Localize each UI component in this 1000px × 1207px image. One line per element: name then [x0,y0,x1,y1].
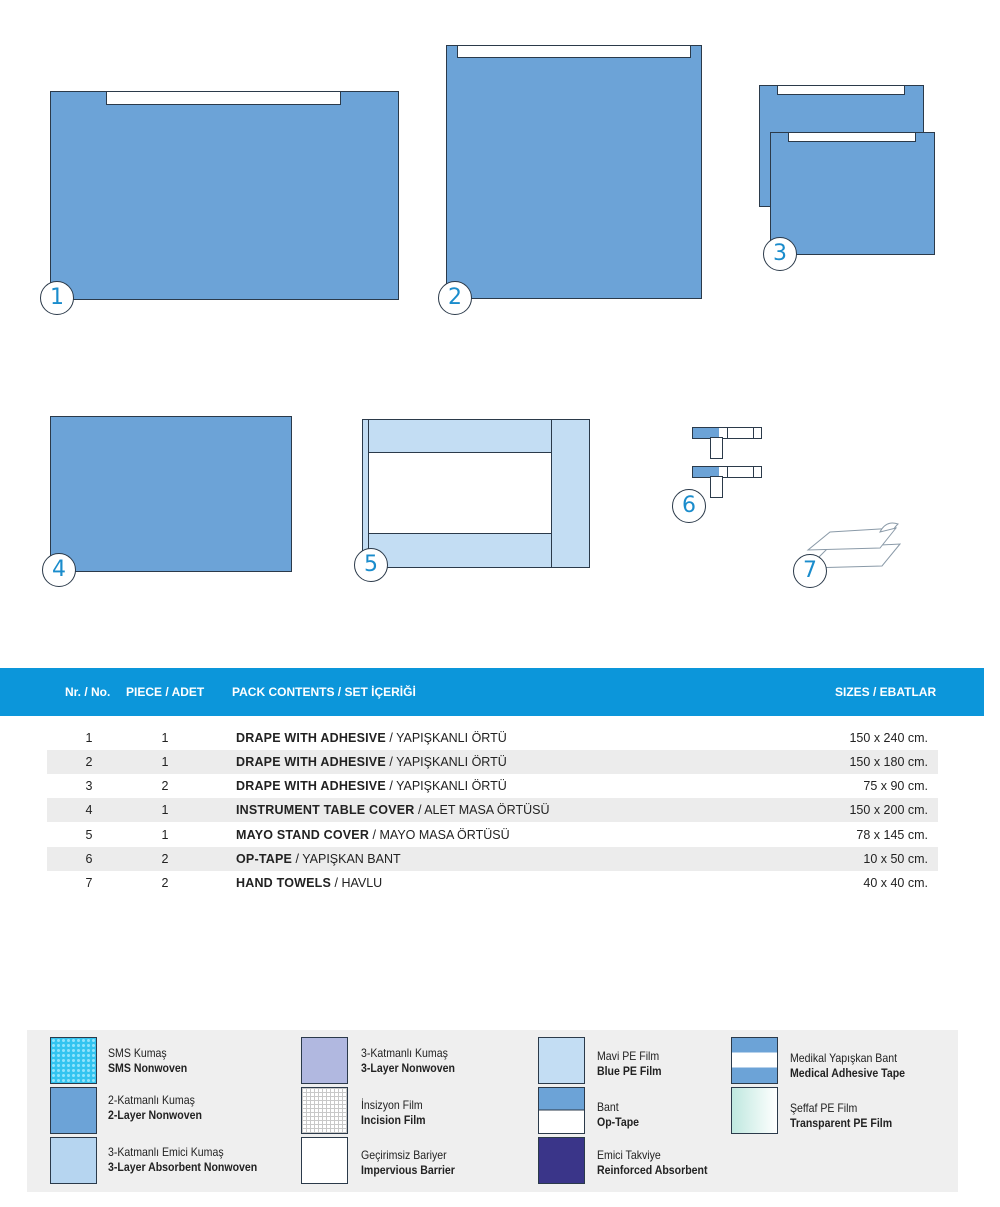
table-header [0,668,984,716]
item-badge-6: 6 [672,489,706,523]
legend-en: Incision Film [361,1113,426,1127]
contents-tr: / HAVLU [331,876,383,890]
legend-tr: SMS Kumaş [108,1046,167,1060]
cell-piece: 2 [161,852,169,866]
adhesive-strip [106,91,341,105]
legend-label [361,1148,455,1178]
legend-en: 2-Layer Nonwoven [108,1108,202,1122]
cell-contents [236,803,549,817]
legend-tr: İnsizyon Film [361,1098,423,1112]
legend-en: Blue PE Film [597,1064,662,1078]
cell-no: 2 [85,755,93,769]
drape-with-adhesive-2 [446,45,702,299]
cell-piece: 2 [161,876,169,890]
legend-label [361,1098,426,1128]
legend-en: 3-Layer Absorbent Nonwoven [108,1160,258,1174]
contents-tr: / ALET MASA ÖRTÜSÜ [414,803,550,817]
mayo-fold-line [368,420,369,567]
blue-pe-film-swatch [538,1037,585,1084]
contents-tr: / YAPIŞKAN BANT [292,852,401,866]
item-badge-1: 1 [40,281,74,315]
mayo-stand-cover [362,419,590,568]
cell-piece: 1 [161,828,169,842]
contents-tr: / MAYO MASA ÖRTÜSÜ [369,828,510,842]
drape-with-adhesive-3-front [770,132,935,255]
cell-no: 5 [85,828,93,842]
drape-with-adhesive-1 [50,91,399,300]
legend-tr: 3-Katmanlı Emici Kumaş [108,1145,224,1159]
cell-contents [236,779,507,793]
medical-adhesive-tape-swatch [731,1037,778,1084]
item-badge-7: 7 [793,554,827,588]
cell-no: 3 [85,779,93,793]
cell-size: 150 x 240 cm. [849,731,928,745]
cell-piece: 1 [161,731,169,745]
legend-label [108,1093,202,1123]
legend-tr: Bant [597,1100,619,1114]
op-tape-swatch [538,1087,585,1134]
header-sizes: SIZES / EBATLAR [835,685,937,699]
legend-en: SMS Nonwoven [108,1061,188,1075]
item-badge-2: 2 [438,281,472,315]
legend-label [597,1049,662,1079]
legend-tr: Geçirimsiz Bariyer [361,1148,447,1162]
item-badge-3: 3 [763,237,797,271]
impervious-barrier-swatch [301,1137,348,1184]
table-row [47,823,938,847]
cell-contents [236,731,507,745]
instrument-table-cover [50,416,292,572]
header-piece: PIECE / ADET [126,685,205,699]
legend-label [108,1145,257,1175]
contents-en: HAND TOWELS [236,876,332,890]
cell-piece: 1 [161,803,169,817]
cell-size: 75 x 90 cm. [863,779,928,793]
legend-tr: Mavi PE Film [597,1049,660,1063]
contents-en: DRAPE WITH ADHESIVE [236,779,386,793]
legend-en: Medical Adhesive Tape [790,1066,906,1080]
legend-en: Impervious Barrier [361,1163,455,1177]
legend-tr: 3-Katmanlı Kumaş [361,1046,448,1060]
legend-label [597,1148,708,1178]
absorbent-nonwoven-swatch [50,1137,97,1184]
cell-contents [236,828,510,842]
cell-no: 7 [85,876,93,890]
mayo-fold-line [551,420,552,567]
contents-en: INSTRUMENT TABLE COVER [236,803,415,817]
cell-piece: 2 [161,779,169,793]
adhesive-strip [788,132,916,142]
transparent-pe-film-swatch [731,1087,778,1134]
legend-label [790,1101,892,1131]
sms-nonwoven-swatch [50,1037,97,1084]
reinforced-absorbent-swatch [538,1137,585,1184]
contents-en: OP-TAPE [236,852,293,866]
cell-piece: 1 [161,755,169,769]
three-layer-nonwoven-swatch [301,1037,348,1084]
cell-no: 6 [85,852,93,866]
item-badge-5: 5 [354,548,388,582]
cell-size: 78 x 145 cm. [856,828,928,842]
adhesive-strip [777,85,905,95]
legend-en: 3-Layer Nonwoven [361,1061,455,1075]
legend-en: Reinforced Absorbent [597,1163,708,1177]
contents-tr: / YAPIŞKANLI ÖRTÜ [385,779,507,793]
legend-en: Op-Tape [597,1115,640,1129]
legend-en: Transparent PE Film [790,1116,893,1130]
legend-tr: Şeffaf PE Film [790,1101,858,1115]
material-legend [27,1030,958,1192]
cell-contents [236,755,507,769]
item-badge-4: 4 [42,553,76,587]
header-contents: PACK CONTENTS / SET İÇERİĞİ [232,685,416,699]
cell-size: 40 x 40 cm. [863,876,928,890]
cell-no: 1 [85,731,93,745]
cell-contents [236,876,382,890]
table-row [47,750,938,774]
cell-contents [236,852,401,866]
two-layer-nonwoven-swatch [50,1087,97,1134]
cell-size: 150 x 180 cm. [849,755,928,769]
adhesive-strip [457,45,691,58]
table-row [47,774,938,798]
legend-label [597,1100,639,1130]
contents-en: DRAPE WITH ADHESIVE [236,731,386,745]
contents-tr: / YAPIŞKANLI ÖRTÜ [385,755,507,769]
table-row [47,798,938,822]
contents-en: MAYO STAND COVER [236,828,370,842]
contents-tr: / YAPIŞKANLI ÖRTÜ [385,731,507,745]
legend-tr: Emici Takviye [597,1148,661,1162]
cell-size: 150 x 200 cm. [849,803,928,817]
legend-tr: Medikal Yapışkan Bant [790,1051,898,1065]
legend-label [108,1046,187,1076]
incision-film-swatch [301,1087,348,1134]
legend-label [790,1051,905,1081]
table-row [47,726,938,750]
legend-tr: 2-Katmanlı Kumaş [108,1093,195,1107]
table-row [47,847,938,871]
mayo-center-panel [369,452,551,534]
cell-size: 10 x 50 cm. [863,852,928,866]
legend-label [361,1046,455,1076]
header-no: Nr. / No. [65,685,111,699]
cell-no: 4 [85,803,93,817]
contents-en: DRAPE WITH ADHESIVE [236,755,386,769]
table-row [47,871,938,895]
